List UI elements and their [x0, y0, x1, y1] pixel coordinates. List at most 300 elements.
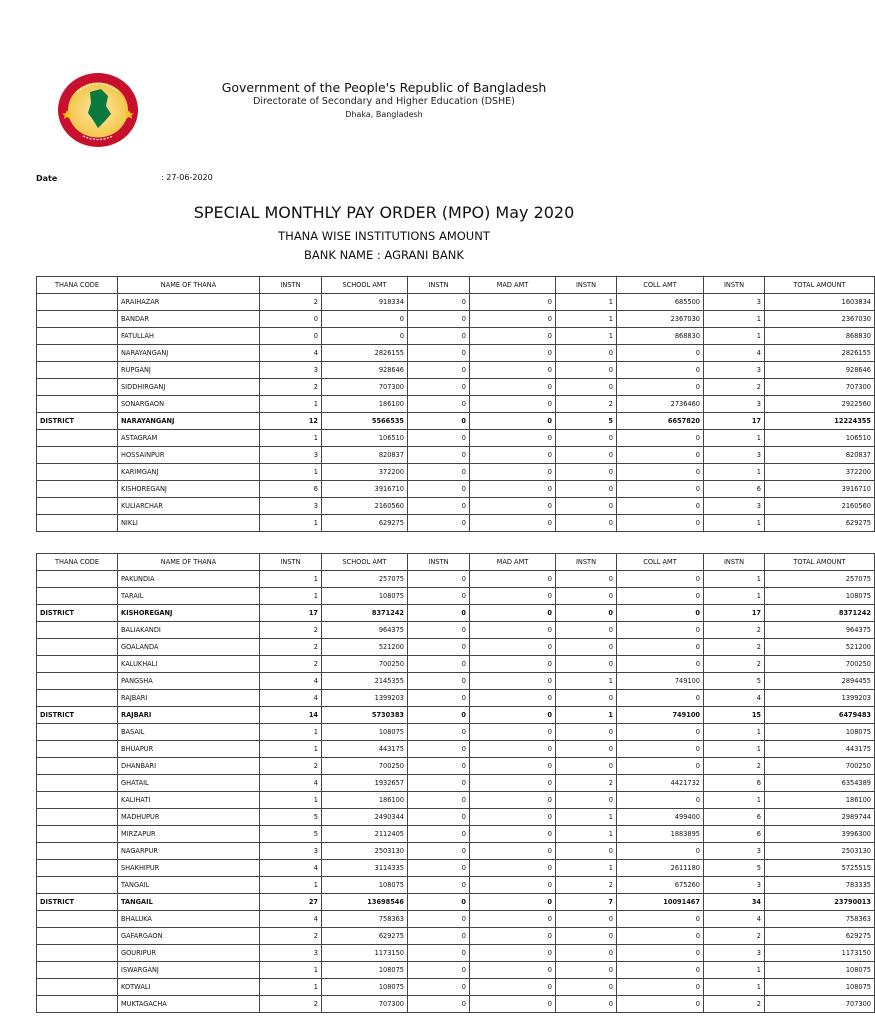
table-cell [37, 430, 118, 447]
table-cell: 0 [408, 826, 470, 843]
table-row [37, 843, 875, 860]
table-cell: NARAYANGANJ [118, 345, 260, 362]
table-cell: 2989744 [765, 809, 875, 826]
table-row [37, 328, 875, 345]
table-cell [37, 379, 118, 396]
table-cell: 2160560 [322, 498, 408, 515]
table-cell: 0 [556, 996, 617, 1013]
table-cell: 749100 [617, 707, 704, 724]
table-cell [37, 345, 118, 362]
table-cell: 2160560 [765, 498, 875, 515]
table-cell: 707300 [322, 379, 408, 396]
table-cell: 2 [260, 758, 322, 775]
table-cell: 0 [408, 328, 470, 345]
table-cell: 629275 [322, 928, 408, 945]
column-header: INSTN [556, 277, 617, 294]
table-row [37, 996, 875, 1013]
table-cell: 0 [470, 758, 556, 775]
table-cell: 3 [704, 362, 765, 379]
table-cell: 0 [470, 498, 556, 515]
table-cell: 0 [556, 758, 617, 775]
table-cell: 0 [617, 843, 704, 860]
table-row [37, 860, 875, 877]
table-cell [37, 741, 118, 758]
table-row [37, 826, 875, 843]
table-cell: 1 [260, 741, 322, 758]
table-cell: 0 [408, 622, 470, 639]
table-cell: 928646 [765, 362, 875, 379]
table-cell [37, 362, 118, 379]
table-cell: 1 [704, 311, 765, 328]
table-cell: 0 [556, 962, 617, 979]
table-cell: 6 [704, 481, 765, 498]
table-cell: 0 [470, 447, 556, 464]
table-cell: 257075 [765, 571, 875, 588]
table-cell: 13698546 [322, 894, 408, 911]
table-cell [37, 294, 118, 311]
table-cell: 0 [470, 911, 556, 928]
table-row [37, 979, 875, 996]
table-cell: 0 [617, 447, 704, 464]
table-cell: GOALANDA [118, 639, 260, 656]
column-header: TOTAL AMOUNT [765, 277, 875, 294]
table-cell: 7 [556, 894, 617, 911]
table-cell [37, 979, 118, 996]
table-cell: 1 [704, 571, 765, 588]
table-cell: 3 [704, 498, 765, 515]
table-cell: KOTWALI [118, 979, 260, 996]
table-cell [37, 639, 118, 656]
column-header: TOTAL AMOUNT [765, 554, 875, 571]
table-cell: 2503130 [765, 843, 875, 860]
table-cell: DISTRICT [37, 413, 118, 430]
column-header: COLL AMT [617, 554, 704, 571]
table-cell: 0 [408, 928, 470, 945]
column-header: SCHOOL AMT [322, 554, 408, 571]
table-row [37, 928, 875, 945]
institutions-amount-table-1 [36, 276, 875, 532]
table-cell: KALUKHALI [118, 656, 260, 673]
table-cell: DHANBARI [118, 758, 260, 775]
table-row [37, 311, 875, 328]
table-cell: 1 [260, 464, 322, 481]
table-cell: 0 [470, 707, 556, 724]
table-cell: 0 [408, 911, 470, 928]
table-cell: 5 [260, 809, 322, 826]
table-cell: 3916710 [322, 481, 408, 498]
table-cell: 1 [260, 979, 322, 996]
table-cell: 0 [617, 515, 704, 532]
table-cell: 0 [556, 979, 617, 996]
table-cell: 700250 [765, 758, 875, 775]
table-cell: 0 [556, 741, 617, 758]
table-cell: KISHOREGANJ [118, 605, 260, 622]
table-cell: 0 [617, 979, 704, 996]
table-cell: 0 [470, 690, 556, 707]
table-cell: 0 [408, 396, 470, 413]
table-row [37, 741, 875, 758]
table-cell: 2112405 [322, 826, 408, 843]
table-cell: 0 [408, 656, 470, 673]
table-cell: 2 [260, 639, 322, 656]
table-cell [37, 758, 118, 775]
table-cell: 2 [704, 758, 765, 775]
table-cell: SHAKHIPUR [118, 860, 260, 877]
table-cell: 5 [704, 673, 765, 690]
table-cell: 8371242 [322, 605, 408, 622]
table-row [37, 911, 875, 928]
table-cell: 0 [408, 690, 470, 707]
bank-name: BANK NAME : AGRANI BANK [304, 248, 464, 262]
table-cell [37, 928, 118, 945]
table-row [37, 758, 875, 775]
table-cell: 2894455 [765, 673, 875, 690]
table-cell: RAJBARI [118, 690, 260, 707]
table-cell: 2 [260, 294, 322, 311]
table-cell: 0 [617, 758, 704, 775]
table-cell: 0 [408, 379, 470, 396]
table-cell: KARIMGANJ [118, 464, 260, 481]
table-cell: 1 [260, 962, 322, 979]
table-cell: 0 [617, 571, 704, 588]
table-cell: RAJBARI [118, 707, 260, 724]
table-cell [37, 588, 118, 605]
table-cell: 0 [408, 996, 470, 1013]
table-cell: 707300 [322, 996, 408, 1013]
table-cell [37, 515, 118, 532]
table-row [37, 571, 875, 588]
table-cell: 5725515 [765, 860, 875, 877]
table-cell: PANGSHA [118, 673, 260, 690]
table-cell: 17 [704, 605, 765, 622]
table-cell: 2 [704, 379, 765, 396]
table-cell: 0 [556, 656, 617, 673]
table-cell: ASTAGRAM [118, 430, 260, 447]
table-cell: 0 [617, 741, 704, 758]
table-cell: 1932657 [322, 775, 408, 792]
table-cell: 2 [260, 656, 322, 673]
table-cell: 0 [470, 945, 556, 962]
table-cell: 675260 [617, 877, 704, 894]
table-cell: 108075 [765, 979, 875, 996]
table-cell: KALIHATI [118, 792, 260, 809]
table-cell: 4421732 [617, 775, 704, 792]
table-row [37, 690, 875, 707]
table-cell: 0 [408, 481, 470, 498]
table-cell: 0 [470, 656, 556, 673]
table-cell: 186100 [322, 792, 408, 809]
district-total-row [37, 413, 875, 430]
table-row [37, 673, 875, 690]
table-cell: 3 [260, 945, 322, 962]
table-cell: 0 [470, 311, 556, 328]
table-cell: 27 [260, 894, 322, 911]
table-cell: 0 [556, 430, 617, 447]
table-cell: SIDDHIRGANJ [118, 379, 260, 396]
table-cell: 0 [408, 311, 470, 328]
table-row [37, 362, 875, 379]
table-cell: 2 [556, 396, 617, 413]
column-header: INSTN [260, 277, 322, 294]
table-cell: 928646 [322, 362, 408, 379]
table-cell: HOSSAINPUR [118, 447, 260, 464]
table-cell: 2611180 [617, 860, 704, 877]
table-cell: 2 [704, 996, 765, 1013]
table-cell: 0 [556, 498, 617, 515]
table-cell: 8371242 [765, 605, 875, 622]
table-cell: 106510 [765, 430, 875, 447]
table-cell: 0 [408, 294, 470, 311]
table-cell [37, 464, 118, 481]
district-total-row [37, 605, 875, 622]
column-header: INSTN [260, 554, 322, 571]
table-cell: 1 [704, 724, 765, 741]
table-cell: 0 [470, 464, 556, 481]
table-cell: 6 [704, 809, 765, 826]
table-cell: 685500 [617, 294, 704, 311]
table-cell: 0 [556, 379, 617, 396]
table-cell: 1 [704, 430, 765, 447]
column-header: INSTN [408, 277, 470, 294]
table-cell: 1 [260, 877, 322, 894]
table-cell: 1399203 [765, 690, 875, 707]
table-cell: 521200 [322, 639, 408, 656]
table-cell: 12 [260, 413, 322, 430]
table-cell: DISTRICT [37, 605, 118, 622]
table-cell: 2922560 [765, 396, 875, 413]
column-header: SCHOOL AMT [322, 277, 408, 294]
table-cell: 372200 [322, 464, 408, 481]
table-cell: 868830 [617, 328, 704, 345]
table-cell: 23790013 [765, 894, 875, 911]
table-cell: 0 [556, 843, 617, 860]
table-cell: 0 [470, 724, 556, 741]
table-cell: 4 [704, 911, 765, 928]
table-cell: 0 [556, 481, 617, 498]
table-cell: 1 [704, 962, 765, 979]
table-cell: 4 [260, 860, 322, 877]
table-cell: 1 [260, 588, 322, 605]
table-cell: 1603834 [765, 294, 875, 311]
table-cell: 2 [704, 622, 765, 639]
table-cell: 0 [556, 911, 617, 928]
table-cell: 6479483 [765, 707, 875, 724]
table-cell: 1 [556, 860, 617, 877]
table-cell: 0 [470, 792, 556, 809]
table-cell: NARAYANGANJ [118, 413, 260, 430]
table-cell: 1 [704, 464, 765, 481]
table-row [37, 447, 875, 464]
table-cell: 108075 [322, 724, 408, 741]
table-cell: 0 [556, 447, 617, 464]
column-header: THANA CODE [37, 554, 118, 571]
table-cell: 0 [556, 945, 617, 962]
table-cell: 2490344 [322, 809, 408, 826]
table-cell: 0 [408, 362, 470, 379]
table-cell: 1 [704, 328, 765, 345]
table-cell [37, 690, 118, 707]
table-cell: 0 [408, 464, 470, 481]
table-cell: 4 [260, 911, 322, 928]
table-cell: 2 [260, 928, 322, 945]
table-cell: 629275 [765, 515, 875, 532]
table-cell [37, 911, 118, 928]
table-cell [37, 996, 118, 1013]
table-cell: 0 [470, 860, 556, 877]
table-cell: 1 [556, 311, 617, 328]
date-label: Date [36, 174, 58, 183]
column-header: INSTN [704, 277, 765, 294]
column-header: INSTN [556, 554, 617, 571]
table-cell: 0 [470, 605, 556, 622]
table-cell: 1 [556, 294, 617, 311]
table-cell: 12224355 [765, 413, 875, 430]
table-row [37, 430, 875, 447]
table-row [37, 724, 875, 741]
table-cell: 707300 [765, 379, 875, 396]
table-cell: 0 [408, 979, 470, 996]
table-cell [37, 481, 118, 498]
district-total-row [37, 707, 875, 724]
table-cell: 0 [617, 928, 704, 945]
table-cell: 918334 [322, 294, 408, 311]
table-cell: 2736460 [617, 396, 704, 413]
table-cell: 0 [617, 724, 704, 741]
table-cell: 4 [260, 345, 322, 362]
table-cell [37, 877, 118, 894]
table-cell: 2145355 [322, 673, 408, 690]
table-cell: 1 [260, 571, 322, 588]
table-cell: 0 [617, 605, 704, 622]
table-cell: 0 [470, 894, 556, 911]
table-cell: 758363 [322, 911, 408, 928]
table-cell [37, 724, 118, 741]
table-cell: 0 [470, 379, 556, 396]
column-header: INSTN [704, 554, 765, 571]
table-row [37, 396, 875, 413]
table-cell: 820837 [322, 447, 408, 464]
table-cell: MADHUPUR [118, 809, 260, 826]
table-cell: 4 [260, 775, 322, 792]
table-cell: 4 [704, 345, 765, 362]
table-cell [37, 792, 118, 809]
table-cell: TARAIL [118, 588, 260, 605]
table-cell: 2 [556, 877, 617, 894]
table-cell: MIRZAPUR [118, 826, 260, 843]
table-cell: 0 [470, 345, 556, 362]
table-cell: 17 [260, 605, 322, 622]
table-row [37, 792, 875, 809]
table-cell: 0 [470, 515, 556, 532]
table-cell: 0 [556, 464, 617, 481]
report-subtitle: THANA WISE INSTITUTIONS AMOUNT [278, 229, 490, 243]
table-cell: 34 [704, 894, 765, 911]
table-cell: 0 [617, 481, 704, 498]
table-cell: MUKTAGACHA [118, 996, 260, 1013]
table-cell: 0 [408, 792, 470, 809]
column-header: MAD AMT [470, 277, 556, 294]
table-cell: 3114335 [322, 860, 408, 877]
table-cell: RUPGANJ [118, 362, 260, 379]
table-cell: 499400 [617, 809, 704, 826]
table-cell: 0 [470, 809, 556, 826]
table-cell: 629275 [322, 515, 408, 532]
table-cell: 0 [470, 996, 556, 1013]
table-cell: 0 [470, 413, 556, 430]
table-cell [37, 775, 118, 792]
table-cell: 1 [556, 826, 617, 843]
table-cell: 749100 [617, 673, 704, 690]
table-cell: 0 [408, 962, 470, 979]
table-cell: 6657820 [617, 413, 704, 430]
table-cell: 6 [704, 775, 765, 792]
table-cell: 0 [470, 639, 556, 656]
table-cell: 1 [704, 588, 765, 605]
table-cell [37, 962, 118, 979]
table-cell: 1883895 [617, 826, 704, 843]
table-row [37, 588, 875, 605]
directorate-heading: Directorate of Secondary and Higher Education (DSHE) [253, 96, 515, 107]
table-cell: 3 [704, 294, 765, 311]
table-row [37, 775, 875, 792]
table-cell: 0 [322, 311, 408, 328]
government-heading: Government of the People's Republic of Bangladesh [221, 80, 547, 95]
table-row [37, 656, 875, 673]
table-cell: 108075 [322, 979, 408, 996]
table-row [37, 962, 875, 979]
table-cell [37, 673, 118, 690]
table-cell: 0 [408, 809, 470, 826]
table-cell: 0 [470, 775, 556, 792]
table-cell [37, 826, 118, 843]
table-cell: GHATAIL [118, 775, 260, 792]
table-cell: 106510 [322, 430, 408, 447]
table-cell: 758363 [765, 911, 875, 928]
table-cell: 0 [470, 741, 556, 758]
table-cell: 0 [470, 826, 556, 843]
table-cell [37, 945, 118, 962]
column-header: THANA CODE [37, 277, 118, 294]
table-cell: 0 [470, 843, 556, 860]
table-cell: 0 [408, 877, 470, 894]
table-cell [37, 328, 118, 345]
table-cell: 0 [408, 860, 470, 877]
table-cell [37, 311, 118, 328]
table-row [37, 622, 875, 639]
table-cell [37, 656, 118, 673]
table-cell [37, 571, 118, 588]
table-cell: 0 [408, 430, 470, 447]
table-cell: 108075 [765, 724, 875, 741]
table-cell: 0 [470, 328, 556, 345]
table-cell: 2826155 [322, 345, 408, 362]
table-cell: 0 [556, 588, 617, 605]
column-header: MAD AMT [470, 554, 556, 571]
table-cell: 0 [556, 622, 617, 639]
table-cell: 6 [704, 826, 765, 843]
table-cell: 0 [617, 945, 704, 962]
table-cell: 783335 [765, 877, 875, 894]
table-cell: SONARGAON [118, 396, 260, 413]
table-row [37, 877, 875, 894]
table-cell: 0 [617, 345, 704, 362]
table-cell: 700250 [322, 656, 408, 673]
table-cell: 1 [260, 724, 322, 741]
table-cell: 3 [260, 843, 322, 860]
table-row [37, 945, 875, 962]
table-cell: 108075 [322, 588, 408, 605]
table-cell: 5 [704, 860, 765, 877]
